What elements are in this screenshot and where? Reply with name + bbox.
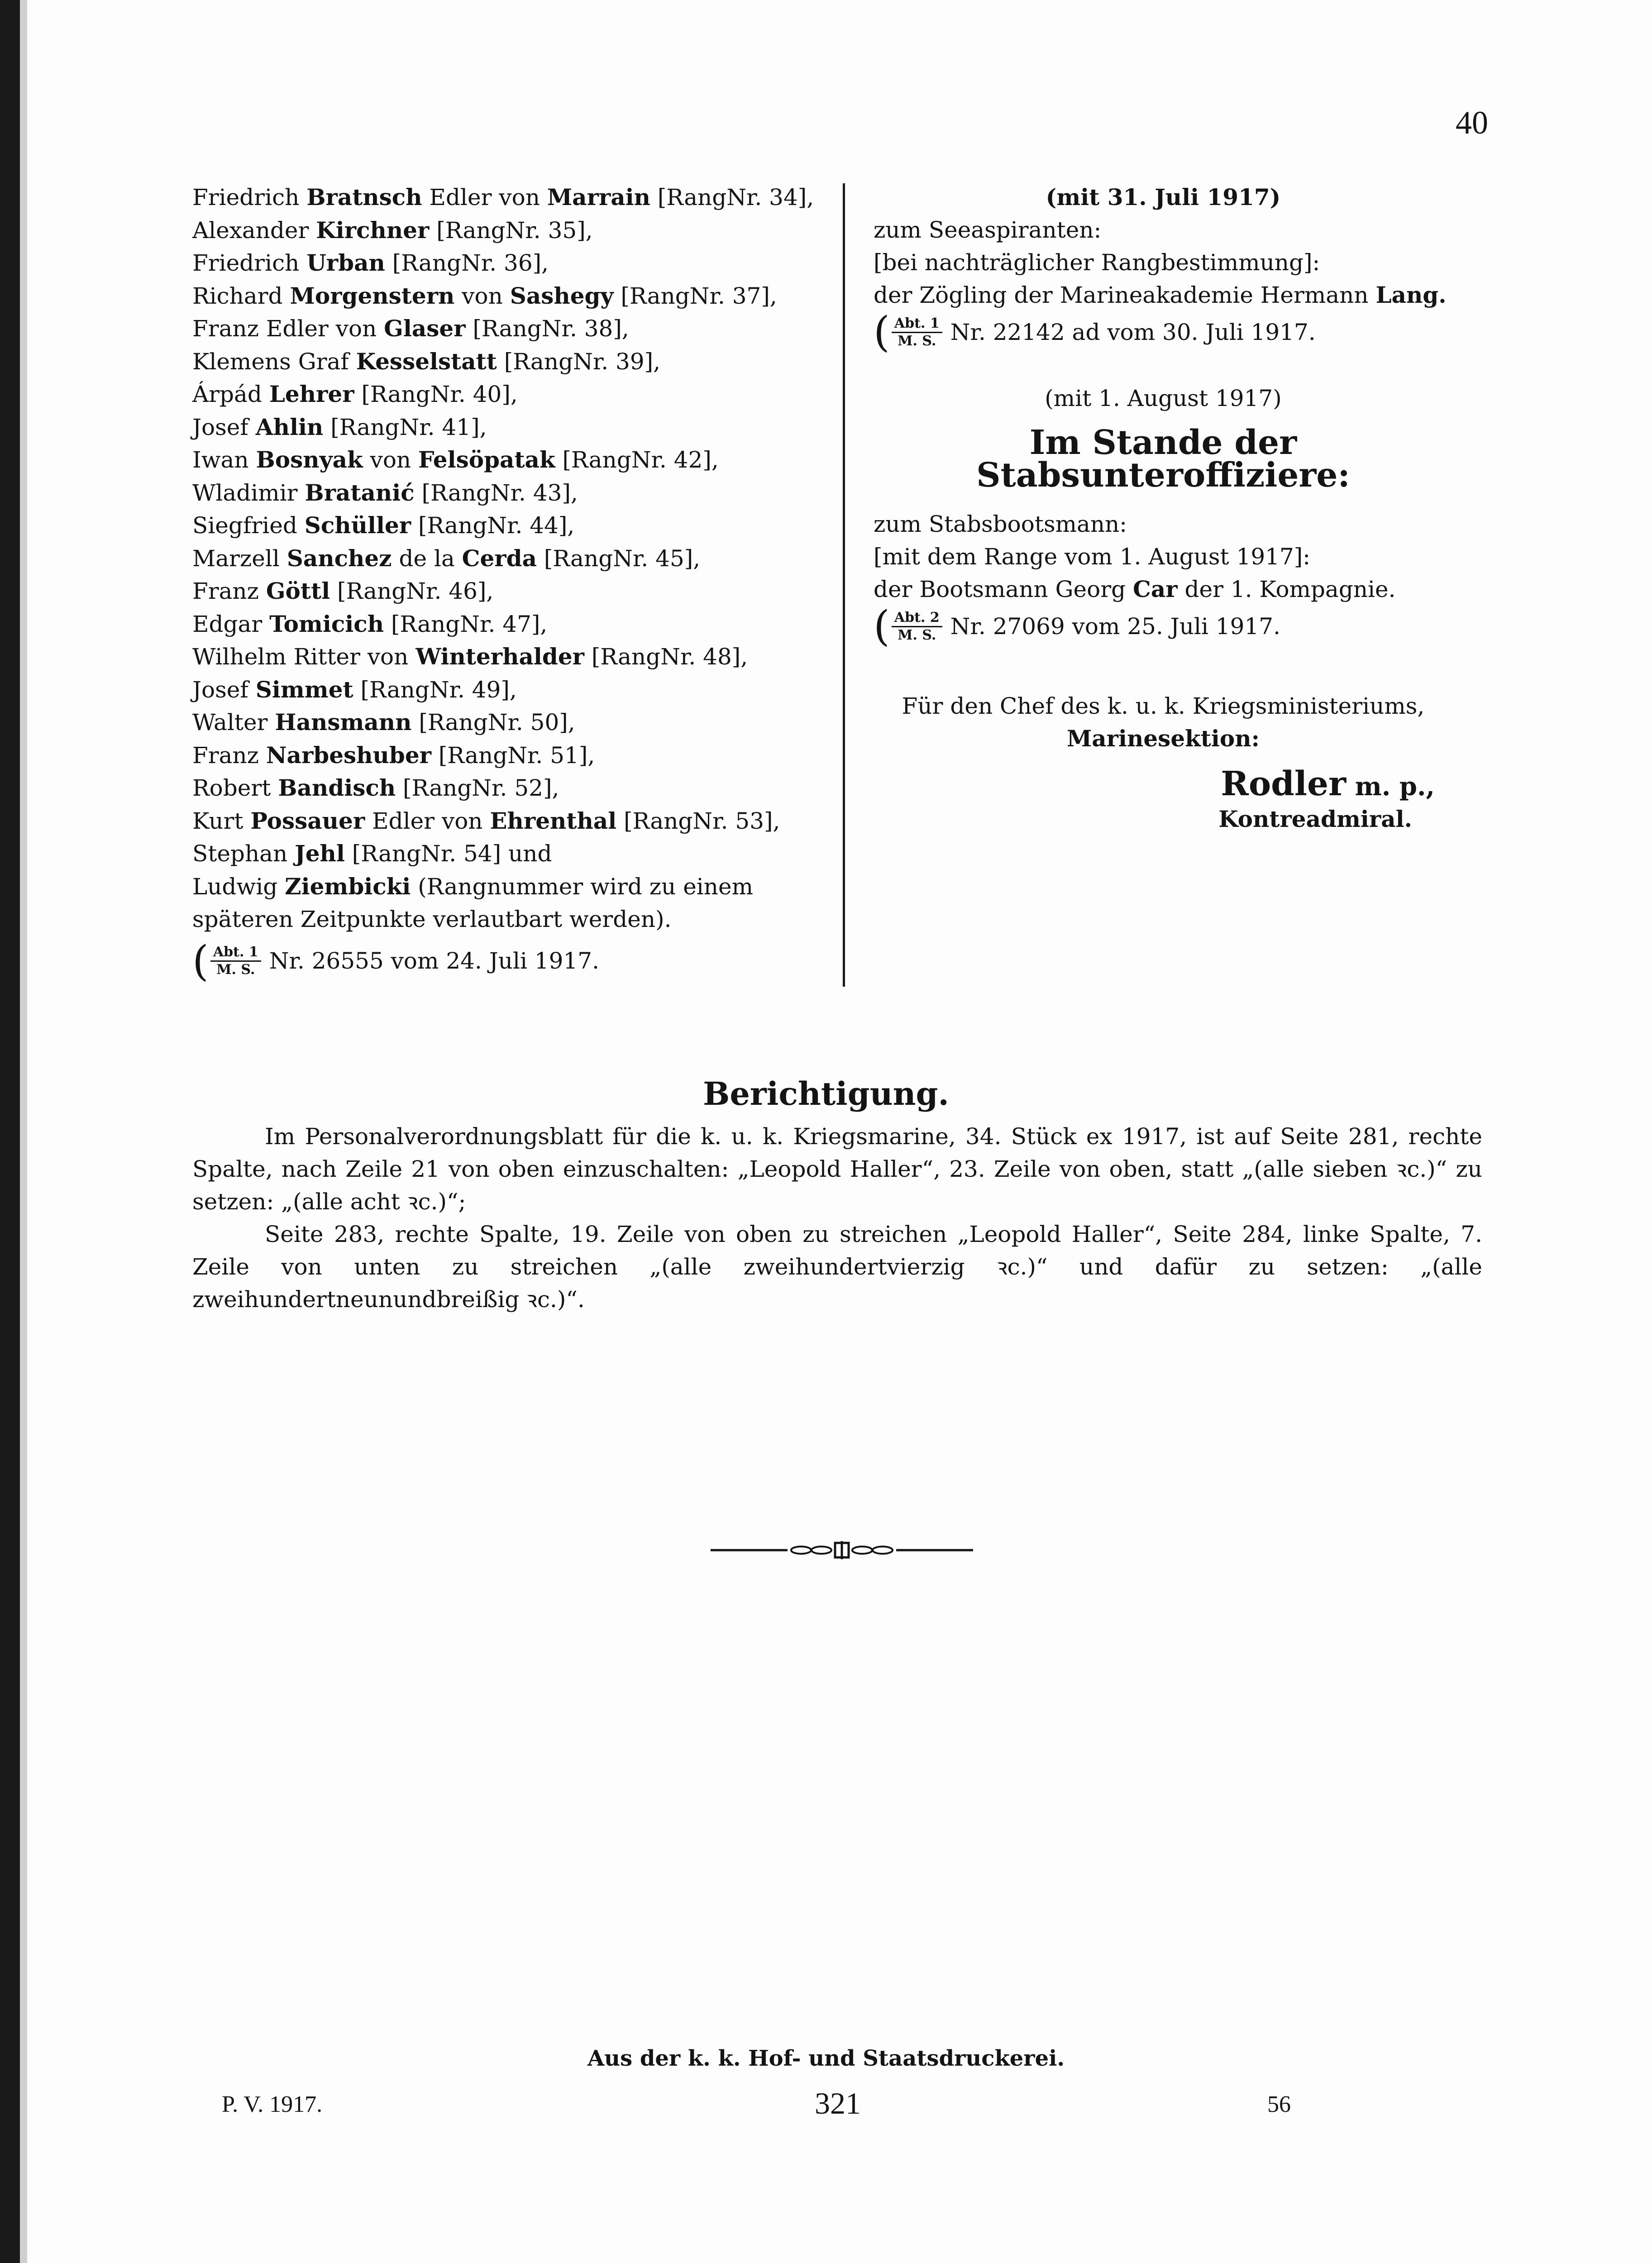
signoff-1: Für den Chef des k. u. k. Kriegsministeriums, <box>902 693 1425 719</box>
entry-name: Bratnsch <box>306 184 422 210</box>
entry-name-2: Marrain <box>547 184 651 210</box>
entry-name: Glaser <box>384 315 466 342</box>
person-1 <box>874 279 1453 311</box>
section-title: Im Stande der Stabsunteroffiziere: <box>976 423 1350 495</box>
column-divider <box>843 183 845 987</box>
scan-edge <box>0 0 20 2263</box>
entry-post-2: [RangNr. 37], <box>613 282 777 309</box>
promotion-entry <box>192 509 835 542</box>
entry-name: Urban <box>306 249 385 276</box>
paren-open: ( <box>874 308 890 356</box>
printer-imprint: Aus der k. k. Hof- und Staatsdruckerei. <box>587 2046 1065 2071</box>
ref-den: M. S. <box>898 627 936 643</box>
entry-post: [RangNr. 49], <box>353 676 517 703</box>
entry-pre: Robert <box>192 775 278 801</box>
entry-post: [RangNr. 44], <box>411 512 575 539</box>
entry-pre: Friedrich <box>192 184 307 210</box>
entry-pre: Árpád <box>192 381 269 407</box>
entry-name: Winterhalder <box>415 643 584 670</box>
entry-name: Sanchez <box>286 544 392 572</box>
entry-name: Tomicich <box>269 610 384 637</box>
promotion-entry <box>192 444 835 477</box>
entry-post: [RangNr. 43], <box>414 479 578 506</box>
promotion-entry <box>192 247 835 280</box>
promotion-entry <box>192 477 835 510</box>
entry-pre: Siegfried <box>192 512 305 539</box>
left-ref <box>192 936 835 985</box>
entry-post: von <box>454 282 510 309</box>
entry-post-2: [RangNr. 53], <box>616 807 780 834</box>
ref-num: Abt. 2 <box>892 610 942 627</box>
last-entry <box>192 870 835 936</box>
entry-post: [RangNr. 50], <box>411 709 575 735</box>
footer-sheet-number: 56 <box>1267 2091 1291 2117</box>
entry-pre: Alexander <box>192 217 316 243</box>
entry-post: Edler von <box>365 807 490 834</box>
entry-pre: Josef <box>192 676 256 703</box>
entry-post: [RangNr. 39], <box>497 348 661 375</box>
person-2-post: der 1. Kompagnie. <box>1177 576 1396 602</box>
entry-name: Bosnyak <box>256 446 363 473</box>
promotion-list <box>192 181 835 870</box>
entry-post: [RangNr. 52], <box>396 775 559 801</box>
person-2-name: Car <box>1133 576 1178 602</box>
entry-name: Jehl <box>295 840 345 867</box>
entry-post: [RangNr. 36], <box>385 250 549 276</box>
entry-name: Narbeshuber <box>266 741 432 769</box>
entry-pre: Josef <box>192 414 256 440</box>
bracket-1: [bei nachträglicher Rangbestimmung]: <box>874 249 1320 276</box>
page-number: 40 <box>1456 105 1488 141</box>
errata-paragraph-2: Seite 283, rechte Spalte, 19. Zeile von oben zu streichen „Leopold Haller“, Seite 284, linke Spalte, 7. Zeile von unten zu streichen „(alle zweihundertvierzig ꝛc.)“ und dafür zu setzen: „(alle zweihundertneunundbreißig ꝛc.)“. <box>192 1221 1482 1313</box>
entry-name: Simmet <box>255 676 353 703</box>
person-1-pre: der Zögling der Marineakademie Hermann <box>874 282 1376 308</box>
entry-name-2: Cerda <box>462 544 537 572</box>
entry-post: [RangNr. 40], <box>354 381 518 407</box>
right-column <box>874 181 1453 835</box>
entry-name-2: Felsöpatak <box>418 446 555 473</box>
paren-open: ( <box>874 602 890 650</box>
entry-pre: Marzell <box>192 545 287 572</box>
entry-post: [RangNr. 48], <box>584 644 748 670</box>
scan-edge-light <box>20 0 27 2263</box>
entry-name: Morgenstern <box>290 282 455 309</box>
entry-name: Hansmann <box>275 709 412 735</box>
promotion-entry <box>192 280 835 313</box>
promotion-entry <box>192 378 835 411</box>
ref-1 <box>874 308 1453 356</box>
entry-post: [RangNr. 51], <box>431 742 595 769</box>
entry-pre: Richard <box>192 282 290 309</box>
promotion-entry <box>192 837 835 870</box>
entry-pre: Walter <box>192 709 275 735</box>
entry-post: [RangNr. 38], <box>465 315 629 342</box>
entry-name: Kirchner <box>316 216 430 243</box>
promotion-entry <box>192 640 835 673</box>
ref-num: Abt. 1 <box>892 315 942 333</box>
promotion-entry <box>192 181 835 214</box>
ref-fraction <box>210 944 261 978</box>
footer-page-number: 321 <box>815 2086 861 2120</box>
entry-post: [RangNr. 54] und <box>344 840 552 867</box>
bracket-2: [mit dem Range vom 1. August 1917]: <box>874 544 1311 570</box>
entry-pre: Franz <box>192 742 266 769</box>
entry-pre: Franz <box>192 578 266 604</box>
ref-text: Nr. 22142 ad vom 30. Juli 1917. <box>950 319 1316 345</box>
entry-post: de la <box>392 545 462 572</box>
entry-pre: Wladimir <box>192 479 305 506</box>
entry-pre: Klemens Graf <box>192 348 356 375</box>
entry-pre: Iwan <box>192 447 256 473</box>
entry-post: [RangNr. 41], <box>323 414 487 440</box>
promotion-entry <box>192 411 835 444</box>
signer-suffix: m. p., <box>1346 772 1435 802</box>
entry-post-2: [RangNr. 45], <box>536 545 701 572</box>
signer-rank: Kontreadmiral. <box>1218 806 1412 832</box>
promotion-entry <box>192 575 835 608</box>
date-2: (mit 1. August 1917) <box>1045 385 1282 411</box>
person-2 <box>874 573 1453 606</box>
entry-post: [RangNr. 47], <box>384 611 548 637</box>
last-entry-pre: Ludwig <box>192 873 285 900</box>
promotion-entry <box>192 772 835 805</box>
entry-name: Lehrer <box>269 381 354 407</box>
entry-post: Edler von <box>422 184 547 210</box>
promotion-entry <box>192 805 835 838</box>
footer-volume: P. V. 1917. <box>222 2091 323 2117</box>
ref-num: Abt. 1 <box>210 944 261 962</box>
errata-text <box>192 1120 1482 1316</box>
errata-paragraph-1: Im Personalverordnungsblatt für die k. u. k. Kriegsmarine, 34. Stück ex 1917, ist auf Seite 281, rechte Spalte, nach Zeile 21 von oben einzuschalten: „Leopold Haller“, 23. Zeile von oben, statt „(alle sieben ꝛc.)“ zu setzen: „(alle acht ꝛc.)“; <box>192 1123 1482 1215</box>
person-2-pre: der Bootsmann Georg <box>874 576 1133 602</box>
entry-name: Bandisch <box>278 774 396 801</box>
promotion-entry <box>192 345 835 378</box>
entry-name: Schüller <box>304 512 411 539</box>
entry-post: von <box>363 447 419 473</box>
entry-pre: Stephan <box>192 840 295 867</box>
ref-text: Nr. 27069 vom 25. Juli 1917. <box>950 613 1281 640</box>
entry-name: Bratanić <box>305 479 415 506</box>
promotion-entry <box>192 706 835 739</box>
entry-name: Ahlin <box>255 413 324 440</box>
paren-open: ( <box>192 936 209 985</box>
ref-den: M. S. <box>216 962 255 978</box>
entry-post-2: [RangNr. 42], <box>555 447 719 473</box>
promotion-entry <box>192 673 835 707</box>
entry-name: Possauer <box>250 807 365 834</box>
ref-text: Nr. 26555 vom 24. Juli 1917. <box>269 948 600 974</box>
date-1: (mit 31. Juli 1917) <box>1046 184 1281 210</box>
ref-2 <box>874 602 1453 650</box>
signoff-2: Marinesektion: <box>1066 725 1260 752</box>
entry-pre: Friedrich <box>192 250 307 276</box>
promotion-entry <box>192 312 835 345</box>
signer <box>874 764 1453 803</box>
promotion-entry <box>192 608 835 641</box>
entry-post: [RangNr. 46], <box>330 578 494 604</box>
entry-name: Kesselstatt <box>356 348 497 375</box>
ref-den: M. S. <box>898 333 936 349</box>
entry-name: Göttl <box>266 578 330 604</box>
entry-post: [RangNr. 35], <box>429 217 593 243</box>
last-entry-name: Ziembicki <box>285 873 411 900</box>
entry-post-2: [RangNr. 34], <box>650 184 814 210</box>
appointment-1: zum Seeaspiranten: <box>874 217 1102 243</box>
errata-title: Berichtigung. <box>703 1075 949 1112</box>
last-entry-post: (Rangnummer wird zu einem späteren Zeitpunkte verlautbart werden). <box>192 873 753 932</box>
promotion-entry <box>192 739 835 772</box>
entry-name-2: Sashegy <box>510 282 614 309</box>
appointment-2: zum Stabsbootsmann: <box>874 511 1127 537</box>
entry-pre: Kurt <box>192 807 251 834</box>
ornament-divider <box>711 1537 973 1564</box>
entry-pre: Franz Edler von <box>192 315 384 342</box>
person-1-name: Lang. <box>1375 282 1447 308</box>
promotion-entry <box>192 542 835 575</box>
promotion-entry <box>192 214 835 247</box>
entry-pre: Edgar <box>192 611 270 637</box>
ref-fraction <box>892 610 942 644</box>
entry-pre: Wilhelm Ritter von <box>192 644 416 670</box>
signer-name: Rodler <box>1221 764 1346 803</box>
left-column <box>192 181 835 984</box>
entry-name-2: Ehrenthal <box>490 807 617 834</box>
ref-fraction <box>892 315 942 349</box>
